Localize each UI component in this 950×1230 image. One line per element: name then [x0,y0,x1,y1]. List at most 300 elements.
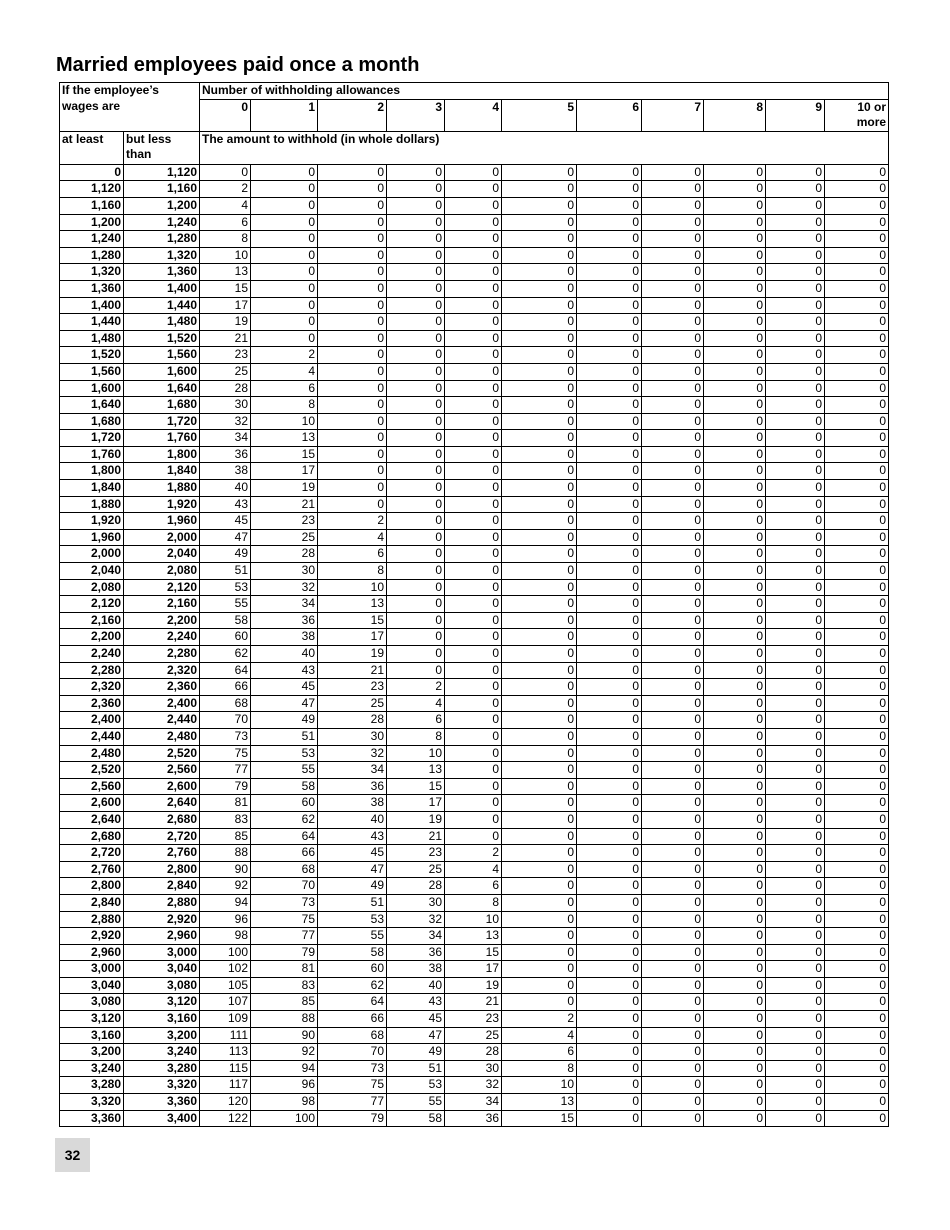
table-row [60,977,889,994]
withholding-amount-cell: 0 [577,728,642,745]
allowance-column-header: 8 [704,99,766,131]
withholding-amount-cell: 19 [318,646,387,663]
withholding-amount-cell: 0 [766,363,825,380]
withholding-amount-cell: 0 [825,563,889,580]
withholding-amount-cell: 0 [577,928,642,945]
withholding-amount-cell: 6 [318,546,387,563]
wage-less-than-cell: 2,480 [124,728,200,745]
withholding-amount-cell: 0 [502,894,577,911]
withholding-amount-cell: 17 [318,629,387,646]
withholding-amount-cell: 0 [387,181,445,198]
withholding-amount-cell: 6 [387,712,445,729]
withholding-amount-cell: 0 [251,214,318,231]
withholding-amount-cell: 85 [251,994,318,1011]
withholding-amount-cell: 40 [251,646,318,663]
withholding-amount-cell: 58 [318,944,387,961]
withholding-amount-cell: 21 [200,330,251,347]
withholding-amount-cell: 2 [251,347,318,364]
withholding-amount-cell: 64 [251,828,318,845]
wage-less-than-cell: 3,280 [124,1060,200,1077]
withholding-amount-cell: 0 [251,280,318,297]
wage-less-than-cell: 3,120 [124,994,200,1011]
withholding-amount-cell: 70 [318,1044,387,1061]
wage-less-than-cell: 3,320 [124,1077,200,1094]
withholding-amount-cell: 0 [642,712,704,729]
withholding-amount-cell: 66 [318,1011,387,1028]
withholding-amount-cell: 0 [642,330,704,347]
allowance-column-header: 5 [502,99,577,131]
withholding-amount-cell: 17 [200,297,251,314]
withholding-amount-cell: 0 [766,828,825,845]
withholding-amount-cell: 25 [200,363,251,380]
wage-less-than-cell: 2,640 [124,795,200,812]
withholding-amount-cell: 96 [200,911,251,928]
withholding-amount-cell: 0 [642,1077,704,1094]
withholding-amount-cell: 109 [200,1011,251,1028]
wage-less-than-cell: 2,560 [124,762,200,779]
wage-at-least-cell: 2,960 [60,944,124,961]
withholding-amount-cell: 10 [318,579,387,596]
withholding-amount-cell: 0 [642,397,704,414]
withholding-amount-cell: 0 [704,579,766,596]
wage-at-least-cell: 1,440 [60,314,124,331]
table-row [60,795,889,812]
withholding-amount-cell: 0 [577,446,642,463]
withholding-amount-cell: 0 [704,1060,766,1077]
withholding-amount-cell: 32 [445,1077,502,1094]
withholding-amount-cell: 0 [642,579,704,596]
withholding-amount-cell: 15 [251,446,318,463]
withholding-amount-cell: 0 [577,961,642,978]
withholding-amount-cell: 79 [200,778,251,795]
withholding-amount-cell: 0 [502,264,577,281]
withholding-amount-cell: 77 [200,762,251,779]
withholding-amount-cell: 38 [387,961,445,978]
wage-less-than-cell: 1,480 [124,314,200,331]
wage-at-least-cell: 3,160 [60,1027,124,1044]
wage-less-than-cell: 3,040 [124,961,200,978]
withholding-amount-cell: 0 [502,977,577,994]
withholding-amount-cell: 0 [502,961,577,978]
withholding-amount-cell: 0 [577,878,642,895]
withholding-amount-cell: 68 [251,861,318,878]
withholding-amount-cell: 0 [825,828,889,845]
withholding-amount-cell: 0 [766,563,825,580]
withholding-amount-cell: 0 [825,413,889,430]
withholding-amount-cell: 58 [387,1110,445,1127]
withholding-amount-cell: 0 [318,380,387,397]
withholding-amount-cell: 0 [577,762,642,779]
withholding-amount-cell: 0 [825,977,889,994]
withholding-amount-cell: 83 [251,977,318,994]
withholding-amount-cell: 0 [577,861,642,878]
withholding-amount-cell: 0 [825,994,889,1011]
withholding-amount-cell: 0 [445,646,502,663]
withholding-amount-cell: 0 [502,679,577,696]
withholding-amount-cell: 0 [642,994,704,1011]
withholding-amount-cell: 0 [318,181,387,198]
withholding-amount-cell: 0 [766,795,825,812]
withholding-amount-cell: 28 [445,1044,502,1061]
wage-less-than-cell: 2,000 [124,529,200,546]
withholding-amount-cell: 49 [251,712,318,729]
withholding-amount-cell: 0 [642,181,704,198]
withholding-amount-cell: 0 [642,679,704,696]
withholding-amount-cell: 28 [318,712,387,729]
withholding-amount-cell: 0 [502,778,577,795]
withholding-amount-cell: 40 [318,811,387,828]
withholding-amount-cell: 0 [318,397,387,414]
table-row [60,1044,889,1061]
withholding-amount-cell: 75 [318,1077,387,1094]
withholding-amount-cell: 0 [825,231,889,248]
withholding-amount-cell: 0 [825,728,889,745]
withholding-amount-cell: 55 [387,1094,445,1111]
withholding-amount-cell: 0 [766,894,825,911]
table-row [60,347,889,364]
withholding-amount-cell: 0 [825,463,889,480]
withholding-amount-cell: 0 [445,629,502,646]
withholding-amount-cell: 8 [387,728,445,745]
withholding-amount-cell: 0 [502,828,577,845]
withholding-amount-cell: 0 [577,977,642,994]
withholding-amount-cell: 0 [445,231,502,248]
withholding-amount-cell: 0 [825,679,889,696]
withholding-amount-cell: 0 [642,961,704,978]
withholding-amount-cell: 0 [502,563,577,580]
withholding-amount-cell: 70 [200,712,251,729]
withholding-amount-cell: 0 [445,828,502,845]
withholding-amount-cell: 0 [318,214,387,231]
withholding-amount-cell: 13 [200,264,251,281]
wage-at-least-cell: 3,320 [60,1094,124,1111]
wage-less-than-cell: 3,160 [124,1011,200,1028]
withholding-amount-cell: 0 [502,513,577,530]
withholding-amount-cell: 0 [704,977,766,994]
wage-less-than-cell: 1,640 [124,380,200,397]
withholding-amount-cell: 0 [577,1027,642,1044]
withholding-amount-cell: 0 [387,197,445,214]
withholding-amount-cell: 36 [200,446,251,463]
withholding-amount-cell: 0 [704,795,766,812]
withholding-amount-cell: 0 [825,928,889,945]
withholding-amount-cell: 0 [445,762,502,779]
withholding-amount-cell: 0 [704,828,766,845]
withholding-amount-cell: 105 [200,977,251,994]
withholding-amount-cell: 49 [318,878,387,895]
withholding-amount-cell: 17 [251,463,318,480]
withholding-amount-cell: 102 [200,961,251,978]
withholding-amount-cell: 0 [766,994,825,1011]
withholding-amount-cell: 19 [387,811,445,828]
withholding-amount-cell: 0 [825,662,889,679]
withholding-amount-cell: 43 [200,496,251,513]
withholding-amount-cell: 36 [445,1110,502,1127]
withholding-amount-cell: 0 [502,214,577,231]
withholding-amount-cell: 0 [387,231,445,248]
withholding-amount-cell: 0 [577,264,642,281]
withholding-amount-cell: 0 [704,347,766,364]
withholding-amount-cell: 113 [200,1044,251,1061]
withholding-amount-cell: 64 [200,662,251,679]
allowance-column-header: 2 [318,99,387,131]
withholding-amount-cell: 45 [251,679,318,696]
withholding-amount-cell: 8 [445,894,502,911]
withholding-amount-cell: 0 [502,496,577,513]
withholding-amount-cell: 0 [825,894,889,911]
withholding-amount-cell: 0 [318,264,387,281]
withholding-amount-cell: 0 [766,596,825,613]
withholding-amount-cell: 0 [825,1110,889,1127]
withholding-amount-cell: 0 [766,330,825,347]
withholding-amount-cell: 0 [445,596,502,613]
wage-less-than-cell: 1,160 [124,181,200,198]
wage-less-than-cell: 1,520 [124,330,200,347]
withholding-amount-cell: 0 [766,247,825,264]
withholding-amount-cell: 0 [445,579,502,596]
table-row [60,961,889,978]
withholding-amount-cell: 0 [642,1044,704,1061]
withholding-amount-cell: 0 [704,363,766,380]
withholding-amount-cell: 115 [200,1060,251,1077]
withholding-amount-cell: 0 [577,314,642,331]
withholding-amount-cell: 0 [577,546,642,563]
table-row [60,231,889,248]
withholding-amount-cell: 0 [318,363,387,380]
withholding-amount-cell: 0 [577,828,642,845]
withholding-amount-cell: 68 [318,1027,387,1044]
withholding-amount-cell: 0 [642,546,704,563]
withholding-amount-cell: 0 [387,280,445,297]
withholding-amount-cell: 0 [642,380,704,397]
withholding-amount-cell: 0 [251,247,318,264]
withholding-amount-cell: 58 [251,778,318,795]
withholding-amount-cell: 0 [577,347,642,364]
wage-less-than-cell: 1,760 [124,430,200,447]
withholding-amount-cell: 0 [251,164,318,181]
but-less-than-header: but less than [124,131,200,164]
withholding-amount-cell: 0 [704,878,766,895]
withholding-amount-cell: 94 [251,1060,318,1077]
withholding-amount-cell: 0 [642,247,704,264]
table-row [60,928,889,945]
withholding-amount-cell: 0 [502,911,577,928]
withholding-amount-cell: 2 [502,1011,577,1028]
withholding-amount-cell: 55 [200,596,251,613]
withholding-amount-cell: 23 [251,513,318,530]
withholding-amount-cell: 0 [502,480,577,497]
withholding-amount-cell: 0 [577,1077,642,1094]
withholding-amount-cell: 2 [200,181,251,198]
withholding-amount-cell: 0 [642,728,704,745]
wage-at-least-cell: 2,440 [60,728,124,745]
table-row [60,1027,889,1044]
wage-less-than-cell: 2,520 [124,745,200,762]
withholding-amount-cell: 0 [704,612,766,629]
withholding-amount-cell: 0 [502,529,577,546]
wage-less-than-cell: 1,120 [124,164,200,181]
withholding-amount-cell: 0 [577,646,642,663]
withholding-amount-cell: 0 [766,181,825,198]
withholding-amount-cell: 13 [445,928,502,945]
wage-at-least-cell: 1,120 [60,181,124,198]
withholding-amount-cell: 0 [766,1110,825,1127]
withholding-amount-cell: 0 [445,778,502,795]
withholding-amount-cell: 30 [445,1060,502,1077]
wage-less-than-cell: 1,320 [124,247,200,264]
wage-at-least-cell: 2,880 [60,911,124,928]
withholding-amount-cell: 0 [577,745,642,762]
withholding-amount-cell: 0 [642,928,704,945]
withholding-amount-cell: 0 [825,1094,889,1111]
withholding-amount-cell: 0 [766,712,825,729]
withholding-amount-cell: 0 [318,247,387,264]
withholding-amount-cell: 0 [825,1060,889,1077]
table-row [60,745,889,762]
withholding-amount-cell: 0 [642,795,704,812]
withholding-amount-cell: 0 [642,314,704,331]
withholding-amount-cell: 0 [642,745,704,762]
withholding-amount-cell: 0 [642,413,704,430]
withholding-amount-cell: 0 [642,264,704,281]
table-row [60,646,889,663]
wage-less-than-cell: 2,080 [124,563,200,580]
withholding-amount-cell: 0 [577,1110,642,1127]
withholding-amount-cell: 0 [704,181,766,198]
withholding-amount-cell: 6 [251,380,318,397]
withholding-amount-cell: 0 [642,646,704,663]
wage-less-than-cell: 2,440 [124,712,200,729]
wage-less-than-cell: 1,920 [124,496,200,513]
withholding-amount-cell: 36 [387,944,445,961]
table-row [60,579,889,596]
withholding-amount-cell: 30 [387,894,445,911]
withholding-amount-cell: 0 [704,861,766,878]
withholding-amount-cell: 21 [445,994,502,1011]
wage-at-least-cell: 1,160 [60,197,124,214]
table-row [60,314,889,331]
withholding-amount-cell: 0 [704,330,766,347]
wage-at-least-cell: 2,640 [60,811,124,828]
wage-at-least-cell: 3,000 [60,961,124,978]
withholding-amount-cell: 0 [704,894,766,911]
wage-at-least-cell: 3,080 [60,994,124,1011]
withholding-amount-cell: 15 [502,1110,577,1127]
withholding-amount-cell: 0 [387,496,445,513]
table-row [60,297,889,314]
withholding-amount-cell: 0 [704,496,766,513]
withholding-amount-cell: 0 [502,762,577,779]
withholding-amount-cell: 34 [251,596,318,613]
withholding-amount-cell: 0 [577,297,642,314]
wage-at-least-cell: 3,200 [60,1044,124,1061]
withholding-amount-cell: 0 [577,1094,642,1111]
withholding-amount-cell: 23 [445,1011,502,1028]
withholding-amount-cell: 0 [502,280,577,297]
withholding-amount-cell: 0 [577,662,642,679]
withholding-amount-cell: 0 [318,446,387,463]
withholding-amount-cell: 51 [200,563,251,580]
allowance-column-header: 9 [766,99,825,131]
withholding-amount-cell: 0 [766,745,825,762]
wage-less-than-cell: 3,200 [124,1027,200,1044]
withholding-amount-cell: 79 [251,944,318,961]
withholding-amount-cell: 34 [387,928,445,945]
withholding-amount-cell: 0 [445,397,502,414]
withholding-amount-cell: 0 [642,911,704,928]
withholding-amount-cell: 34 [445,1094,502,1111]
withholding-amount-cell: 0 [704,1077,766,1094]
withholding-amount-cell: 49 [200,546,251,563]
withholding-amount-cell: 0 [251,197,318,214]
withholding-amount-cell: 17 [445,961,502,978]
withholding-amount-cell: 0 [577,612,642,629]
withholding-amount-cell: 0 [502,579,577,596]
withholding-amount-cell: 0 [825,247,889,264]
withholding-amount-cell: 0 [642,347,704,364]
withholding-amount-cell: 0 [766,314,825,331]
withholding-amount-cell: 64 [318,994,387,1011]
withholding-amount-cell: 0 [502,845,577,862]
withholding-amount-cell: 0 [318,463,387,480]
withholding-amount-cell: 0 [387,247,445,264]
withholding-amount-cell: 81 [251,961,318,978]
withholding-amount-cell: 0 [704,911,766,928]
withholding-amount-cell: 4 [502,1027,577,1044]
withholding-amount-cell: 0 [704,529,766,546]
wage-less-than-cell: 3,080 [124,977,200,994]
withholding-amount-cell: 0 [766,1027,825,1044]
withholding-amount-cell: 0 [766,480,825,497]
withholding-amount-cell: 8 [200,231,251,248]
withholding-amount-cell: 0 [642,596,704,613]
withholding-amount-cell: 2 [387,679,445,696]
table-row [60,397,889,414]
withholding-amount-cell: 45 [387,1011,445,1028]
withholding-amount-cell: 0 [387,214,445,231]
wage-at-least-cell: 2,680 [60,828,124,845]
wage-at-least-cell: 3,280 [60,1077,124,1094]
withholding-amount-cell: 0 [445,214,502,231]
withholding-amount-cell: 53 [251,745,318,762]
withholding-amount-cell: 0 [766,811,825,828]
withholding-amount-cell: 10 [387,745,445,762]
withholding-amount-cell: 0 [251,297,318,314]
withholding-amount-cell: 0 [445,164,502,181]
withholding-amount-cell: 0 [445,463,502,480]
withholding-amount-cell: 0 [825,513,889,530]
withholding-amount-cell: 0 [445,513,502,530]
withholding-amount-cell: 0 [577,911,642,928]
table-row [60,363,889,380]
withholding-amount-cell: 0 [766,662,825,679]
withholding-amount-cell: 0 [502,745,577,762]
wage-at-least-cell: 1,600 [60,380,124,397]
wage-at-least-cell: 2,160 [60,612,124,629]
wage-less-than-cell: 3,360 [124,1094,200,1111]
wage-at-least-cell: 2,600 [60,795,124,812]
withholding-amount-cell: 0 [825,529,889,546]
withholding-amount-cell: 0 [445,197,502,214]
withholding-amount-cell: 0 [445,695,502,712]
withholding-amount-cell: 0 [502,164,577,181]
withholding-amount-cell: 0 [825,646,889,663]
table-row [60,529,889,546]
withholding-amount-cell: 0 [766,861,825,878]
withholding-amount-cell: 0 [502,463,577,480]
wage-at-least-cell: 3,120 [60,1011,124,1028]
wage-less-than-cell: 1,560 [124,347,200,364]
